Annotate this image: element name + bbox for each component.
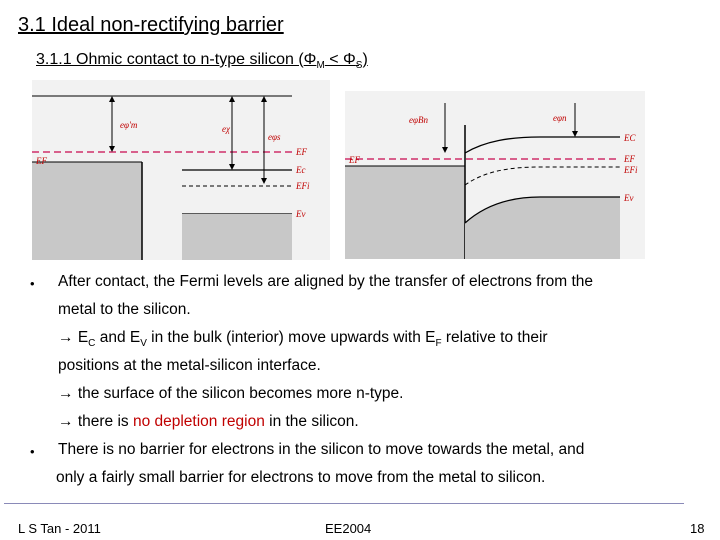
relative-text: relative to their [441,329,548,346]
slide-subtitle [36,51,368,71]
depletion-suffix: in the silicon. [264,413,359,430]
ev-text: and E [95,329,141,346]
bullet-1-line-2: metal to the silicon. [58,301,191,318]
metal-filled-states-right [345,166,465,259]
label-ev: Ev [296,209,306,219]
no-depletion-highlight: no depletion region [132,413,265,430]
label-phi-s: eφs [268,132,281,142]
subtitle-sub-m: M [316,60,325,72]
arrow-icon: → [58,413,74,430]
label-efi-right: EFi [624,165,638,175]
valence-band-fill [182,214,292,260]
n-type-text: the surface of the silicon becomes more n-type. [77,385,404,402]
footer-author: L S Tan - 2011 [18,521,101,536]
footer-course: EE2004 [325,521,372,536]
label-phi-bn: eφBn [409,115,428,125]
ev-sub: V [140,338,147,350]
slide-title: 3.1 Ideal non-rectifying barrier [18,14,284,36]
label-ef-si-right: EF [624,154,635,164]
bullet-2-line-2: only a fairly small barrier for electrons to move from the metal to silicon. [56,469,546,486]
label-ec-right: EC [624,133,636,143]
label-chi: eχ [222,124,230,134]
ec-sub: C [88,338,96,350]
label-ef-metal: EF [36,156,47,166]
label-ef-metal-right: EF [349,155,360,165]
label-ef-si: EF [296,147,307,157]
band-diagram-after-contact [345,91,645,259]
label-ev-right: Ev [624,193,634,203]
bullet-1-line-4: positions at the metal-silicon interface. [58,357,321,374]
ef-text: in the bulk (interior) move upwards with E [146,329,436,346]
bullet-1-line-6 [58,413,359,431]
bullet-2-line-1: There is no barrier for electrons in the silicon to move towards the metal, and [58,441,585,458]
label-phi-m: eφ'm [120,120,138,130]
bullet-1-marker: • [30,276,35,291]
ef-sub: F [435,338,442,350]
arrow-icon: → [58,385,74,402]
bullet-1-line-3 [58,329,548,349]
subtitle-sub-s: S [355,60,363,72]
bullet-1-line-5 [58,385,403,403]
subtitle-phi-m: Φ [303,51,317,68]
subtitle-mid: < [324,51,344,68]
depletion-prefix: there is [77,413,133,430]
footer-page-number: 18 [690,521,705,536]
ec-text: E [77,329,89,346]
band-diagram-before-contact [32,80,330,260]
bullet-1-line-1: After contact, the Fermi levels are aligned by the transfer of electrons from the [58,273,593,290]
label-phi-n: eφn [553,113,567,123]
label-ec: Ec [296,165,306,175]
label-efi: EFi [296,181,310,191]
arrow-icon: → [58,329,74,346]
footer-divider [4,503,684,504]
subtitle-prefix: 3.1.1 Ohmic contact to n-type silicon ( [36,51,304,68]
subtitle-suffix: ) [362,51,368,68]
bullet-2-marker: • [30,444,35,459]
subtitle-phi-s: Φ [343,51,356,68]
metal-filled-states [32,162,142,260]
